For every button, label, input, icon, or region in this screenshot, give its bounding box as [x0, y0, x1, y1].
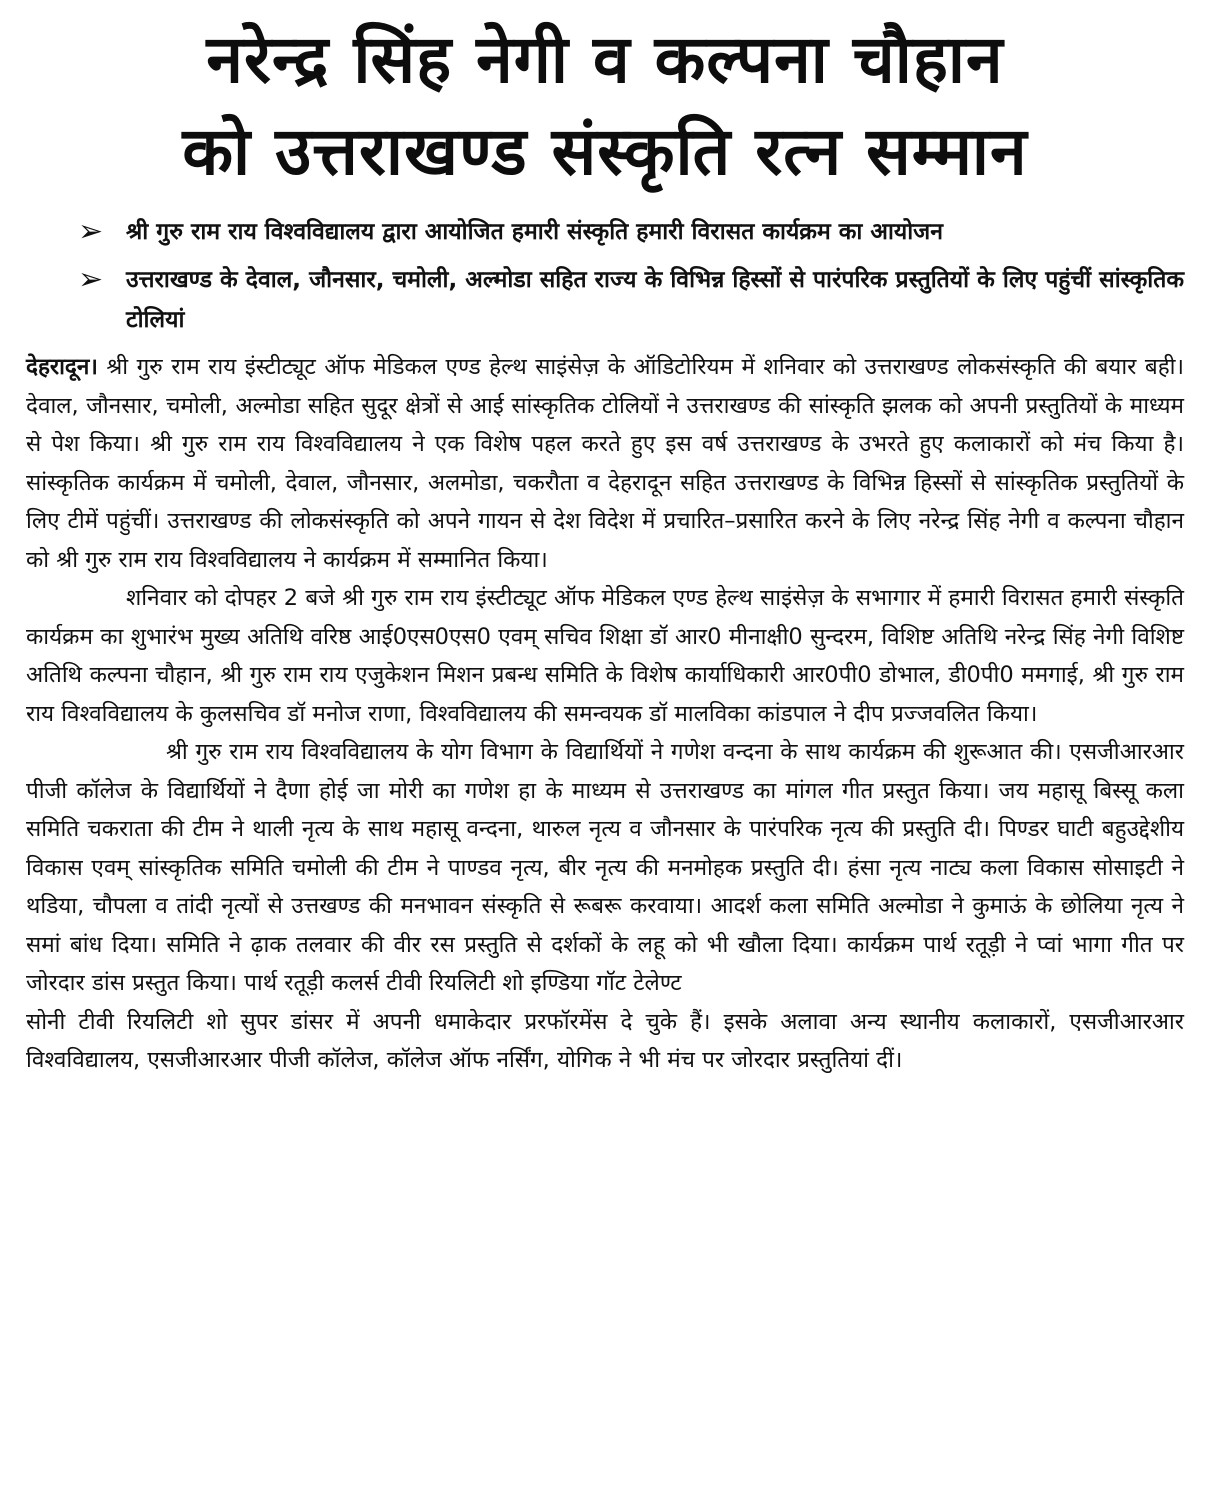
- highlight-text: उत्तराखण्ड के देवाल, जौनसार, चमोली, अल्मोडा सहित राज्य के विभिन्न हिस्सों से पारंपरिक प्रस्तुतियों के लिए पहुंचीं सांस्कृतिक टोलियां: [126, 267, 1184, 333]
- highlight-text: श्री गुरु राम राय विश्वविद्यालय द्वारा आयोजित हमारी संस्कृति हमारी विरासत कार्यक्रम का आयोजन: [126, 219, 943, 245]
- headline-line-2: को उत्तराखण्ड संस्कृति रत्न सम्मान: [182, 113, 1028, 190]
- arrow-bullet-icon: ➢: [78, 214, 104, 249]
- dateline: देहरादून।: [26, 354, 98, 380]
- headline-line-1: नरेन्द्र सिंह नेगी व कल्पना चौहान: [206, 21, 1004, 98]
- article-body: [26, 348, 1184, 1080]
- article-paragraph-3: श्री गुरु राम राय विश्वविद्यालय के योग विभाग के विद्यार्थियों ने गणेश वन्दना के साथ कार्यक्रम की शुरूआत की। एसजीआरआर पीजी कॉलेज के विद्यार्थियों ने दैणा होई जा मोरी का गणेश हा के माध्यम से उत्तराखण्ड का मांगल गीत प्रस्तुत किया। जय महासू बिस्सू कला समिति चकराता की टीम ने थाली नृत्य के साथ महासू वन्दना, थारुल नृत्य व जौनसार के पारंपरिक नृत्य की प्रस्तुति दी। पिण्डर घाटी बहुउद्देशीय विकास एवम् सांस्कृतिक समिति चमोली की टीम ने पाण्डव नृत्य, बीर नृत्य की मनमोहक प्रस्तुति दी। हंसा नृत्य नाट्य कला विकास सोसाइटी ने थडिया, चौपला व तांदी नृत्यों से उत्तखण्ड की मनभावन संस्कृति से रूबरू करवाया। आदर्श कला समिति अल्मोडा ने कुमाऊं के छोलिया नृत्य ने समां बांध दिया। समिति ने ढ़ाक तलवार की वीर रस प्रस्तुति से दर्शकों के लहू को भी खौला दिया। कार्यक्रम पार्थ रतूड़ी ने प्वां भागा गीत पर जोरदार डांस प्रस्तुत किया। पार्थ रतूड़ी कलर्स टीवी रियलिटी शो इण्डिया गॉट टेलेण्ट: [26, 739, 1184, 996]
- article-paragraph-1: [26, 348, 1184, 579]
- article-paragraph-4: सोनी टीवी रियलिटी शो सुपर डांसर में अपनी धमाकेदार प्ररफॉरमेंस दे चुके हैं। इसके अलावा अन्य स्थानीय कलाकारों, एसजीआरआर विश्वविद्यालय, एसजीआरआर पीजी कॉलेज, कॉलेज ऑफ नर्सिंग, योगिक ने भी मंच पर जोरदार प्रस्तुतियां दीं।: [26, 1008, 1184, 1073]
- highlight-item: [26, 260, 1184, 340]
- highlight-item: [26, 212, 1184, 252]
- paragraph-text: श्री गुरु राम राय इंस्टीट्यूट ऑफ मेडिकल एण्ड हेल्थ साइंसेज़ के ऑडिटोरियम में शनिवार को उत्तराखण्ड लोकसंस्कृति की बयार बही। देवाल, जौनसार, चमोली, अल्मोडा सहित सुदूर क्षेत्रों से आई सांस्कृतिक टोलियों ने उत्तराखण्ड की सांस्कृति झलक को अपनी प्रस्तुतियों के माध्यम से पेश किया। श्री गुरु राम राय विश्वविद्यालय ने एक विशेष पहल करते हुए इस वर्ष उत्तराखण्ड के उभरते हुए कलाकारों को मंच किया है। सांस्कृतिक कार्यक्रम में चमोली, देवाल, जौनसार, अलमोडा, चकरौता व देहरादून सहित उत्तराखण्ड के विभिन्न हिस्सों से सांस्कृतिक प्रस्तुतियों के लिए टीमें पहुंचीं। उत्तराखण्ड की लोकसंस्कृति को अपने गायन से देश विदेश में प्रचारित–प्रसारित करने के लिए नरेन्द्र सिंह नेगी व कल्पना चौहान को श्री गुरु राम राय विश्वविद्यालय ने कार्यक्रम में सम्मानित किया।: [26, 354, 1185, 573]
- article-paragraph-2: शनिवार को दोपहर 2 बजे श्री गुरु राम राय इंस्टीट्यूट ऑफ मेडिकल एण्ड हेल्थ साइंसेज़ के सभागार में हमारी विरासत हमारी संस्कृति कार्यक्रम का शुभारंभ मुख्य अतिथि वरिष्ठ आई0एस0एस0 एवम् सचिव शिक्षा डॉ आर0 मीनाक्षी0 सुन्दरम, विशिष्ट अतिथि नरेन्द्र सिंह नेगी विशिष्ट अतिथि कल्पना चौहान, श्री गुरु राम राय एजुकेशन मिशन प्रबन्ध समिति के विशेष कार्याधिकारी आर0पी0 डोभाल, डी0पी0 ममगाई, श्री गुरु राम राय विश्वविद्यालय के कुलसचिव डॉ मनोज राणा, विश्वविद्यालय की समन्वयक डॉ मालविका कांडपाल ने दीप प्रज्जवलित किया।: [26, 585, 1184, 727]
- highlights-list: [26, 212, 1184, 340]
- headline: [26, 14, 1184, 198]
- arrow-bullet-icon: ➢: [78, 262, 104, 297]
